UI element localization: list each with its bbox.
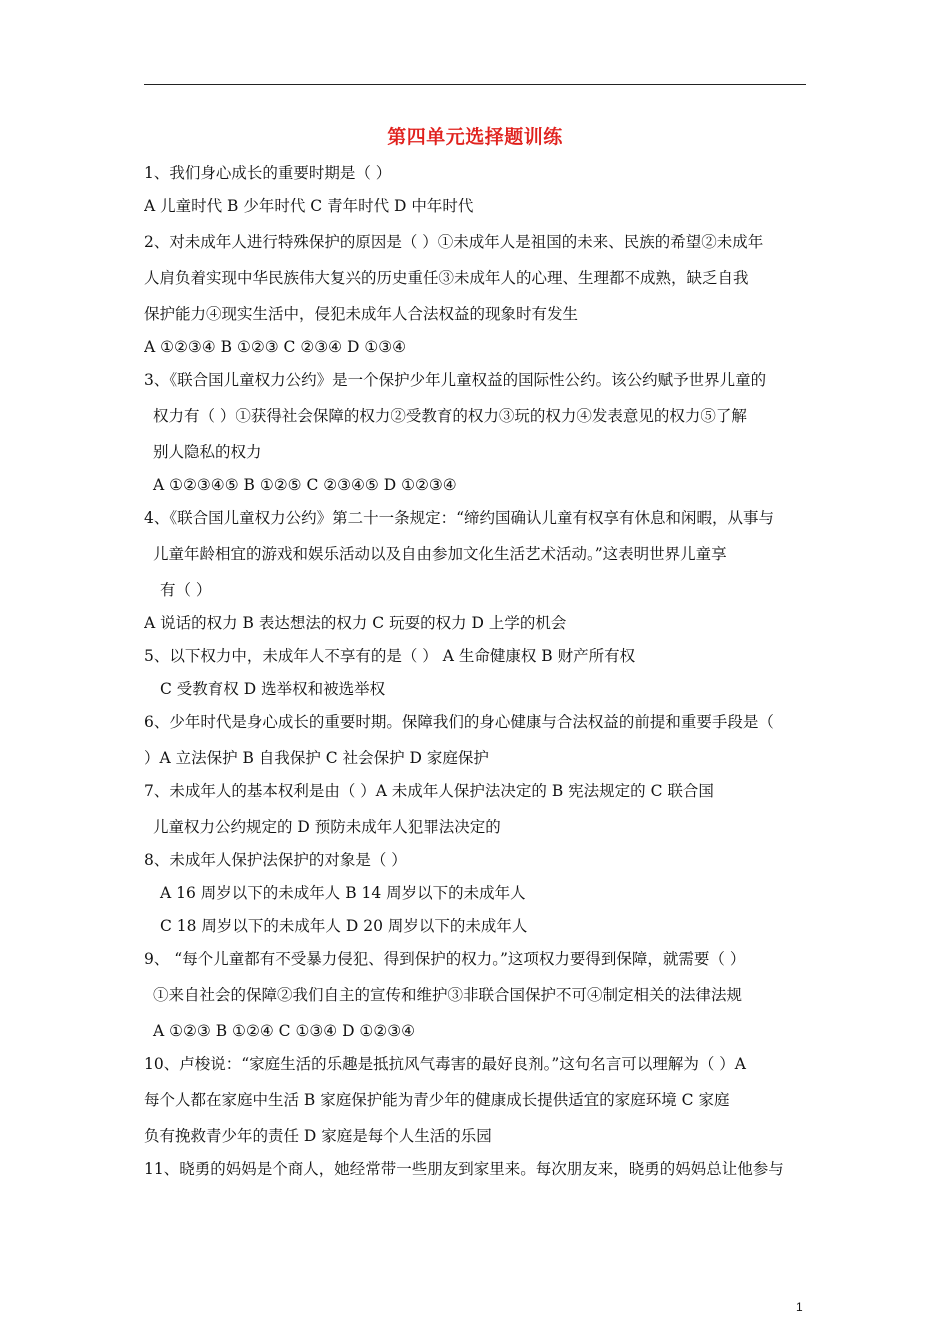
question-10-options-cont: 负有挽救青少年的责任 D 家庭是每个人生活的乐园 <box>144 1127 492 1145</box>
question-5-options: C 受教育权 D 选举权和被选举权 <box>160 680 386 698</box>
question-1-stem: 1、我们身心成长的重要时期是（ ） <box>144 164 392 182</box>
document-body <box>144 158 806 1190</box>
question-8-stem: 8、未成年人保护法保护的对象是（ ） <box>144 851 407 869</box>
question-6-stem: 6、少年时代是身心成长的重要时期。保障我们的身心健康与合法权益的前提和重要手段是（ <box>144 713 774 731</box>
page-title: 第四单元选择题训练 <box>387 126 563 148</box>
question-6-options: ）A 立法保护 B 自我保护 C 社会保护 D 家庭保护 <box>144 749 489 767</box>
question-3-options: A ①②③④⑤ B ①②⑤ C ②③④⑤ D ①②③④ <box>153 476 457 494</box>
question-1-options: A 儿童时代 B 少年时代 C 青年时代 D 中年时代 <box>144 197 474 215</box>
question-2-stem-cont: 保护能力④现实生活中，侵犯未成年人合法权益的现象时有发生 <box>144 305 579 323</box>
question-7-options: 儿童权力公约规定的 D 预防未成年人犯罪法决定的 <box>153 818 501 836</box>
question-3-stem: 3、《联合国儿童权力公约》是一个保护少年儿童权益的国际性公约。该公约赋予世界儿童的 <box>144 371 767 389</box>
question-9-options: A ①②③ B ①②④ C ①③④ D ①②③④ <box>153 1022 416 1040</box>
question-2-stem-cont: 人肩负着实现中华民族伟大复兴的历史重任③未成年人的心理、生理都不成熟，缺乏自我 <box>144 269 749 287</box>
question-2-options: A ①②③④ B ①②③ C ②③④ D ①③④ <box>144 338 407 356</box>
question-4-options: A 说话的权力 B 表达想法的权力 C 玩耍的权力 D 上学的机会 <box>144 614 567 632</box>
question-10-options: 每个人都在家庭中生活 B 家庭保护能为青少年的健康成长提供适宜的家庭环境 C 家庭 <box>144 1091 730 1109</box>
question-10-stem: 10、卢梭说：“家庭生活的乐趣是抵抗风气毒害的最好良剂。”这句名言可以理解为（ ）A <box>144 1055 746 1073</box>
question-9-stem: 9、 “每个儿童都有不受暴力侵犯、得到保护的权力。”这项权力要得到保障，就需要（ ） <box>144 950 746 968</box>
question-4-stem: 4、《联合国儿童权力公约》第二十一条规定：“缔约国确认儿童有权享有休息和闲暇，从事与 <box>144 509 775 527</box>
question-9-stem-cont: ①来自社会的保障②我们自主的宣传和维护③非联合国保护不可④制定相关的法律法规 <box>153 986 743 1004</box>
question-3-stem-cont: 别人隐私的权力 <box>153 443 262 461</box>
question-8-options: C 18 周岁以下的未成年人 D 20 周岁以下的未成年人 <box>160 917 528 935</box>
page-number: 1 <box>796 1300 803 1314</box>
question-4-stem-cont: 儿童年龄相宜的游戏和娱乐活动以及自由参加文化生活艺术活动。”这表明世界儿童享 <box>153 545 727 563</box>
question-4-stem-cont: 有（ ） <box>160 581 212 599</box>
question-8-options: A 16 周岁以下的未成年人 B 14 周岁以下的未成年人 <box>160 884 526 902</box>
question-3-stem-cont: 权力有（ ）①获得社会保障的权力②受教育的权力③玩的权力④发表意见的权力⑤了解 <box>153 407 747 425</box>
question-2-stem: 2、对未成年人进行特殊保护的原因是（ ）①未成年人是祖国的未来、民族的希望②未成年 <box>144 233 764 251</box>
question-7-stem: 7、未成年人的基本权利是由（ ）A 未成年人保护法决定的 B 宪法规定的 C 联合国 <box>144 782 714 800</box>
question-5-stem: 5、以下权力中，未成年人不享有的是（ ） A 生命健康权 B 财产所有权 <box>144 647 636 665</box>
question-11-stem: 11、晓勇的妈妈是个商人，她经常带一些朋友到家里来。每次朋友来，晓勇的妈妈总让他参与 <box>144 1160 784 1178</box>
header-rule <box>144 84 806 85</box>
